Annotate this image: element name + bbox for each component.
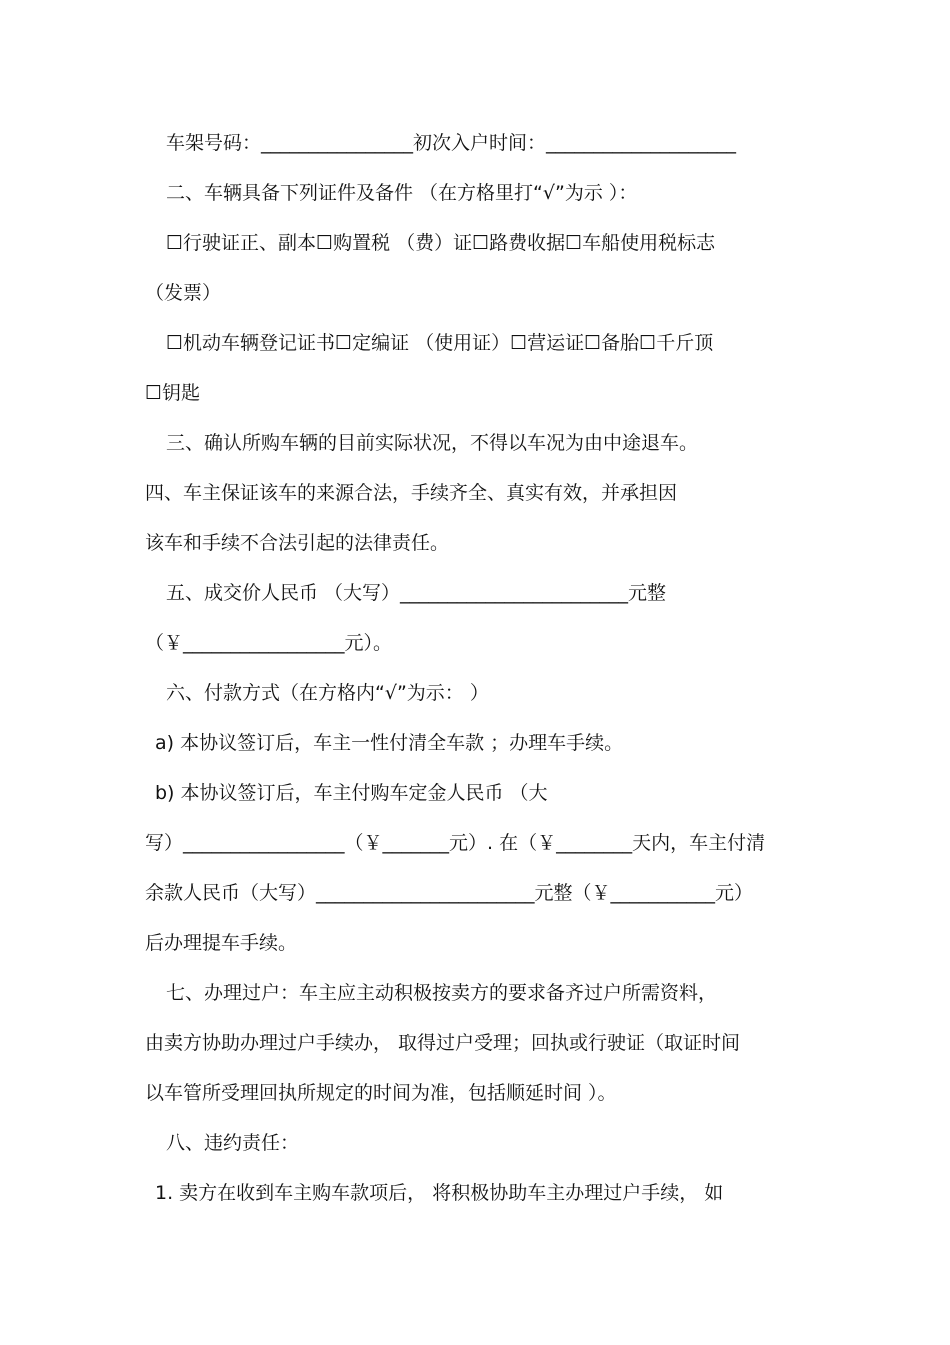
payment-option-b-line-3: 余款人民币（大写）_______________________元整（￥___________元） [145, 882, 754, 904]
section-7-line-1: 七、办理过户：车主应主动积极按卖方的要求备齐过户所需资料， [166, 982, 718, 1004]
section-3-text: 三、确认所购车辆的目前实际状况，不得以车况为由中途退车。 [166, 432, 699, 454]
payment-option-b-line-4: 后办理提车手续。 [145, 932, 298, 954]
section-4-text-line-2: 该车和手续不合法引起的法律责任。 [145, 532, 450, 554]
section-8-item-1: 1. 卖方在收到车主购车款项后， 将积极协助车主办理过户手续， 如 [155, 1182, 724, 1204]
section-4-text-line-1: 四、车主保证该车的来源合法，手续齐全、真实有效，并承担因 [145, 482, 678, 504]
section-7-line-3: 以车管所受理回执所规定的时间为准，包括顺延时间 ）。 [145, 1082, 617, 1104]
section-5-price-line-2: （￥_________________元）。 [145, 632, 393, 654]
section-5-price-line-1: 五、成交价人民币 （大写）________________________元整 [166, 582, 667, 604]
payment-option-b-line-2: 写）_________________（￥_______元）. 在（￥________天内，车主付清 [145, 832, 766, 854]
documents-checklist-line-4: ☐钥匙 [145, 382, 201, 404]
frame-number-line: 车架号码：________________初次入户时间：____________________ [166, 132, 737, 154]
documents-checklist-line-3: ☐机动车辆登记证书☐定编证 （使用证）☐营运证☐备胎☐千斤顶 [166, 332, 714, 354]
documents-checklist-line-2: （发票） [145, 282, 222, 304]
section-8-heading: 八、违约责任： [166, 1132, 300, 1154]
section-7-line-2: 由卖方协助办理过户手续办， 取得过户受理；回执或行驶证（取证时间 [145, 1032, 741, 1054]
payment-option-b-line-1: b) 本协议签订后，车主付购车定金人民币 （大 [155, 782, 548, 804]
section-6-heading: 六、付款方式（在方格内“√”为示： ） [166, 682, 489, 704]
section-2-heading: 二、车辆具备下列证件及备件 （在方格里打“√”为示 ）： [166, 182, 638, 204]
payment-option-a: a) 本协议签订后，车主一性付清全车款 ；办理车手续。 [155, 732, 624, 754]
documents-checklist-line-1: ☐行驶证正、副本☐购置税 （费）证☐路费收据☐车船使用税标志 [166, 232, 716, 254]
